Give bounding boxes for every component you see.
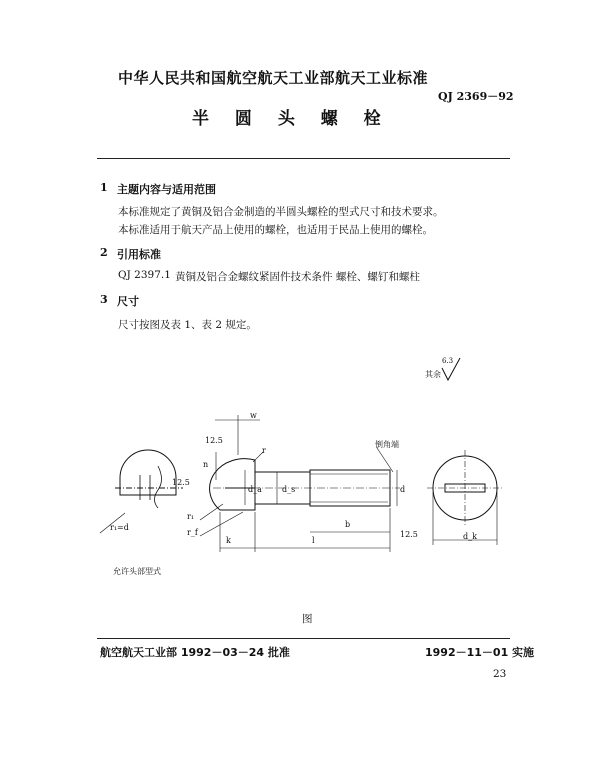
- roughness-symbol: [438, 356, 468, 386]
- alt-head-caption: 允许头部型式: [113, 567, 161, 576]
- approval-date: 航空航天工业部 1992－03－24 批准: [100, 646, 290, 659]
- section-1-heading: 主题内容与适用范围: [117, 183, 216, 196]
- section-1-para-1: 本标准规定了黄铜及铝合金制造的半圆头螺栓的型式尺寸和技术要求。: [118, 206, 444, 218]
- section-3-number: 3: [100, 293, 108, 306]
- effective-date: 1992－11－01 实施: [425, 646, 535, 659]
- document-title: 半 圆 头 螺 栓: [192, 109, 391, 129]
- label-dk: d_k: [463, 532, 477, 541]
- organization-title: 中华人民共和国航空航天工业部航天工业标准: [118, 69, 429, 87]
- page-number: 23: [493, 668, 507, 680]
- label-w: w: [250, 411, 257, 420]
- label-r1: r₁: [187, 512, 195, 521]
- section-1-para-2: 本标准适用于航天产品上使用的螺栓，也适用于民品上使用的螺栓。: [118, 224, 433, 236]
- roughness-label: 其余: [425, 370, 441, 379]
- reference-code: QJ 2397.1: [118, 269, 171, 281]
- section-2-heading: 引用标准: [117, 248, 161, 261]
- header-divider: [97, 158, 510, 159]
- label-r: r: [262, 446, 266, 455]
- label-r1-eq-d: r₁=d: [110, 523, 129, 532]
- footer-divider: [97, 638, 510, 639]
- label-d: d: [400, 485, 406, 494]
- label-b: b: [345, 520, 351, 529]
- label-n: n: [203, 460, 209, 469]
- label-da: d_a: [248, 485, 262, 494]
- roughness-value: 6.3: [442, 357, 454, 365]
- label-l: l: [312, 536, 315, 545]
- bolt-drawing: [95, 400, 515, 580]
- section-3-heading: 尺寸: [117, 295, 139, 308]
- section-1-number: 1: [100, 181, 108, 194]
- standard-code: QJ 2369－92: [438, 90, 514, 103]
- label-rf: r_f: [187, 528, 198, 537]
- section-3-para-1: 尺寸按图及表 1、表 2 规定。: [118, 319, 257, 331]
- alt-head-break: [155, 466, 162, 508]
- label-k: k: [226, 536, 231, 545]
- label-12-5-left: 12.5: [172, 478, 190, 487]
- figure-caption: 图: [302, 613, 313, 625]
- reference-title: 黄铜及铝合金螺纹紧固件技术条件 螺栓、螺钉和螺柱: [175, 271, 420, 283]
- label-chamfer: 倒角端: [375, 440, 399, 449]
- label-ds: d_s: [282, 485, 296, 494]
- label-12-5-right: 12.5: [400, 530, 418, 539]
- label-12-5-top: 12.5: [205, 436, 223, 445]
- section-2-number: 2: [100, 246, 108, 259]
- r1-leader: [200, 504, 223, 520]
- chamfer-leader: [377, 448, 393, 472]
